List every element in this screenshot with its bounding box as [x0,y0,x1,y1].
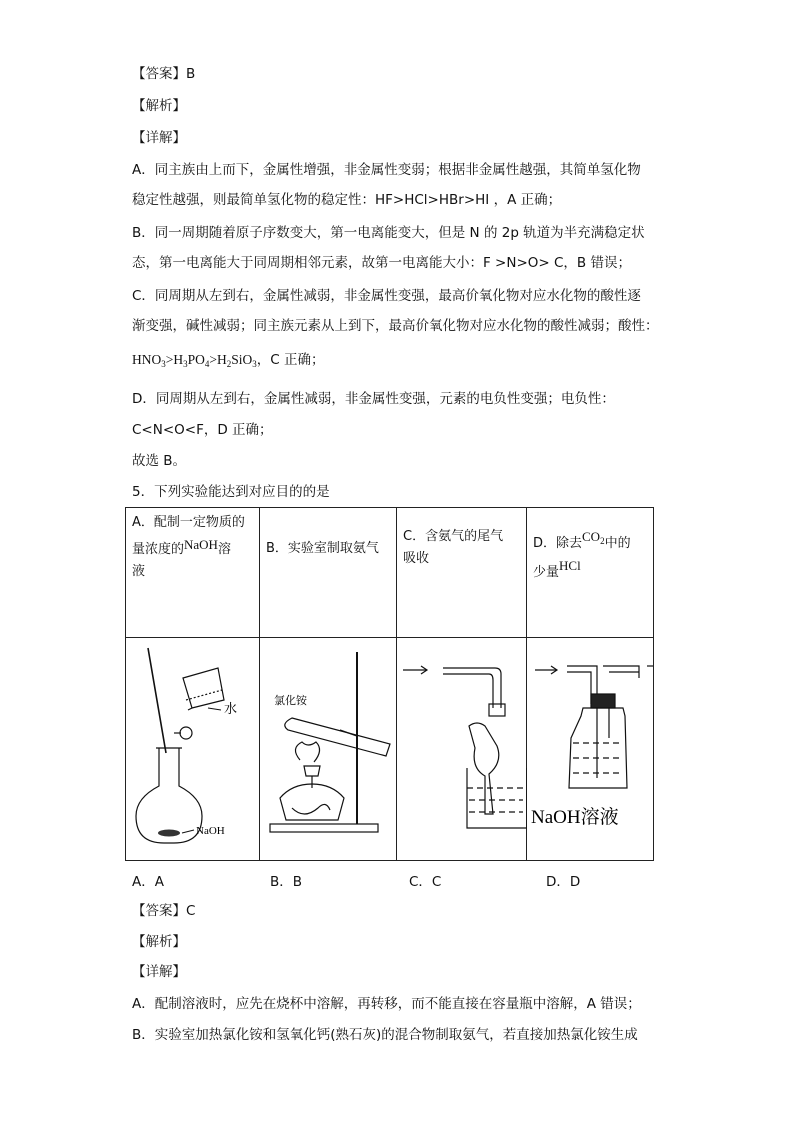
explanation-c-line2: 渐变强，碱性减弱；同主族元素从上到下，最高价氧化物对应水化物的酸性减弱；酸性： [132,318,659,334]
explanation-d-line1: D．同周期从左到右，金属性减弱，非金属性变强，元素的电负性变强；电负性： [132,391,615,407]
naoh-solution-label: NaOH溶液 [531,807,619,828]
gas-washing-bottle-figure [527,638,654,860]
detail-label-1: 【详解】 [132,130,186,146]
explanation-c-line1: C．同周期从左到右，金属性减弱，非金属性变强，最高价氧化物对应水化物的酸性逐 [132,288,641,304]
option-b[interactable]: B．B [270,874,303,890]
ammonia-preparation-figure [260,638,397,860]
explanation-c-formula: $HNO_3>H_3PO_4>H_2SiO_3$，C 正确； [132,352,325,369]
explanation-b-line1: B．同一周期随着原子序数变大，第一电离能变大，但是 N 的 2p 轨道为半充满稳定状 [132,225,645,241]
header-cell-b: B．实验室制取氨气 [260,508,397,638]
explanation-a-line2: 稳定性越强，则最简单氢化物的稳定性：HF>HCl>HBr>HI ，A 正确； [132,192,562,208]
detail-label-2: 【详解】 [132,964,186,980]
header-cell-a: A．配制一定物质的 量浓度的NaOH溶 液 [126,508,260,638]
analysis-label-1: 【解析】 [132,98,186,114]
nh4cl-label: 氯化铵 [274,694,307,707]
naoh-label: NaOH [196,825,225,837]
analysis-label-2: 【解析】 [132,934,186,950]
answer-label-1: 【答案】B [132,66,196,82]
header-cell-d: D．除去$CO_2$中的 少量HCl [527,508,654,638]
conclusion-1: 故选 B。 [132,453,187,469]
figure-cell-c [397,638,527,861]
figure-cell-a [126,638,260,861]
header-cell-c: C．含氨气的尾气 吸收 [397,508,527,638]
tail-gas-absorption-figure [397,638,527,860]
water-label: 水 [224,702,238,717]
figure-cell-b [260,638,397,861]
explanation-a-line1: A．同主族由上而下，金属性增强，非金属性变弱；根据非金属性越强，其简单氢化物 [132,162,641,178]
explanation-a-2: A．配制溶液时，应先在烧杯中溶解，再转移，而不能直接在容量瓶中溶解，A 错误； [132,996,641,1012]
formula-hno3: $HNO_3>H_3PO_4>H_2SiO_3$ [132,352,257,369]
option-c[interactable]: C．C [409,874,442,890]
option-d[interactable]: D．D [546,874,581,890]
volumetric-flask-figure [126,638,260,860]
explanation-b-2: B．实验室加热氯化铵和氢氧化钙(熟石灰)的混合物制取氨气，若直接加热氯化铵生成 [132,1027,638,1043]
experiment-table [125,507,654,861]
figure-cell-d [527,638,654,861]
option-a[interactable]: A．A [132,874,164,890]
explanation-b-line2: 态，第一电离能大于同周期相邻元素，故第一电离能大小：F >N>O> C，B 错误； [132,255,631,271]
question-5-stem: 5．下列实验能达到对应目的的是 [132,484,330,500]
explanation-d-line2: C<N<O<F，D 正确； [132,422,273,438]
answer-label-2: 【答案】C [132,903,196,919]
